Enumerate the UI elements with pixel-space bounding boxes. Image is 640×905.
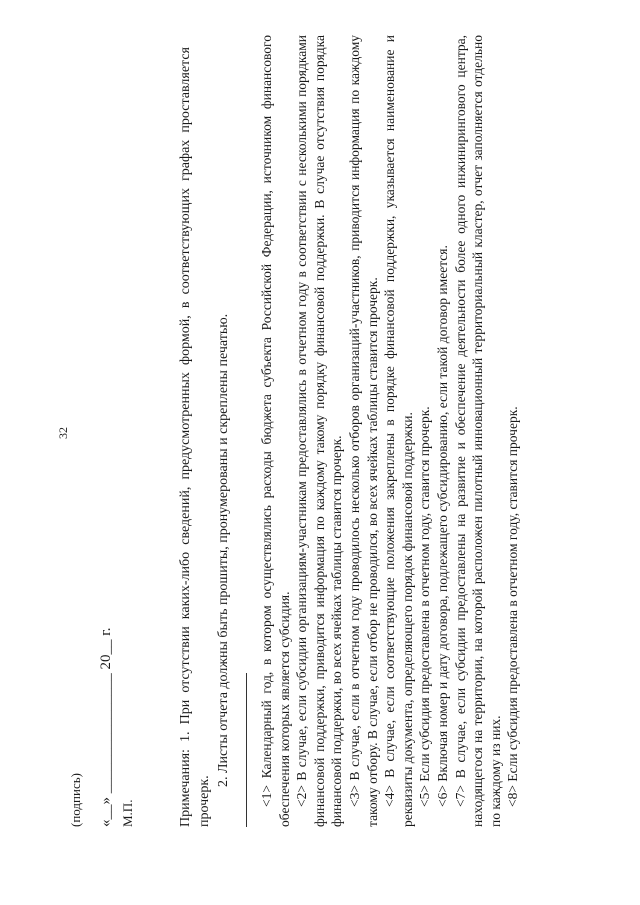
signature-label: (подпись) [68, 773, 83, 827]
footnote-5: <5> Если субсидия предоставлена в отчетном году, ставится прочерк. [417, 406, 433, 807]
date-line: «__» ________________ 20__ г. [98, 627, 114, 827]
note-item-2: 2. Листы отчета должны быть прошиты, пронумерованы и скреплены печатью. [216, 313, 231, 787]
footnote-2: <2> В случае, если субсидии организациям-участникам предоставлялись в отчетном году в соответствии с несколькими порядками финансовой поддержки, приводится информация по каждому такому порядку финансовой поддержки. В случае отсутствия порядка финансовой поддержки, во всех ячейках таблицы ставится прочерк. [294, 35, 345, 827]
notes-section [176, 47, 233, 827]
note-item-1: Примечания: 1. При отсутствии каких-либо сведений, предусмотренных формой, в соответствующих графах проставляется прочерк. [178, 47, 212, 827]
footnote-1: <1> Календарный год, в котором осуществлялись расходы бюджета субъекта Российской Федерации, источником финансового обеспечения которых является субсидия. [259, 35, 292, 827]
footnote-7: <7> В случае, если субсидии предоставлены на развитие и обеспечение деятельности более одного инжинирингового центра, находящегося на территории, на которой расположен пилотный инновационный территориальный кластер, отчет заполняется отдельно по каждому из них. [452, 35, 503, 827]
footnote-4: <4> В случае, если соответствующие положения закреплены в порядке финансовой поддержки, указывается наименование и реквизиты документа, определяющего порядок финансовой поддержки. [382, 35, 415, 827]
footnote-6: <6> Включая номер и дату договора, подлежащего субсидированию, если такой договор имеется. [434, 245, 450, 807]
footnotes [258, 35, 522, 827]
footnote-3: <3> В случае, если в отчетном году проводилось несколько отборов организаций-участников, приводится информация по каждому такому отбору. В случае, если отбор не проводился, во всех ячейках таблицы ставится прочерк. [346, 35, 380, 827]
footnote-8: <8> Если субсидия предоставлена в отчетном году, ставится прочерк. [505, 406, 521, 807]
page-number: 32 [56, 427, 70, 439]
footnote-separator [246, 673, 247, 827]
stamp-place-label: М.П. [120, 799, 135, 827]
